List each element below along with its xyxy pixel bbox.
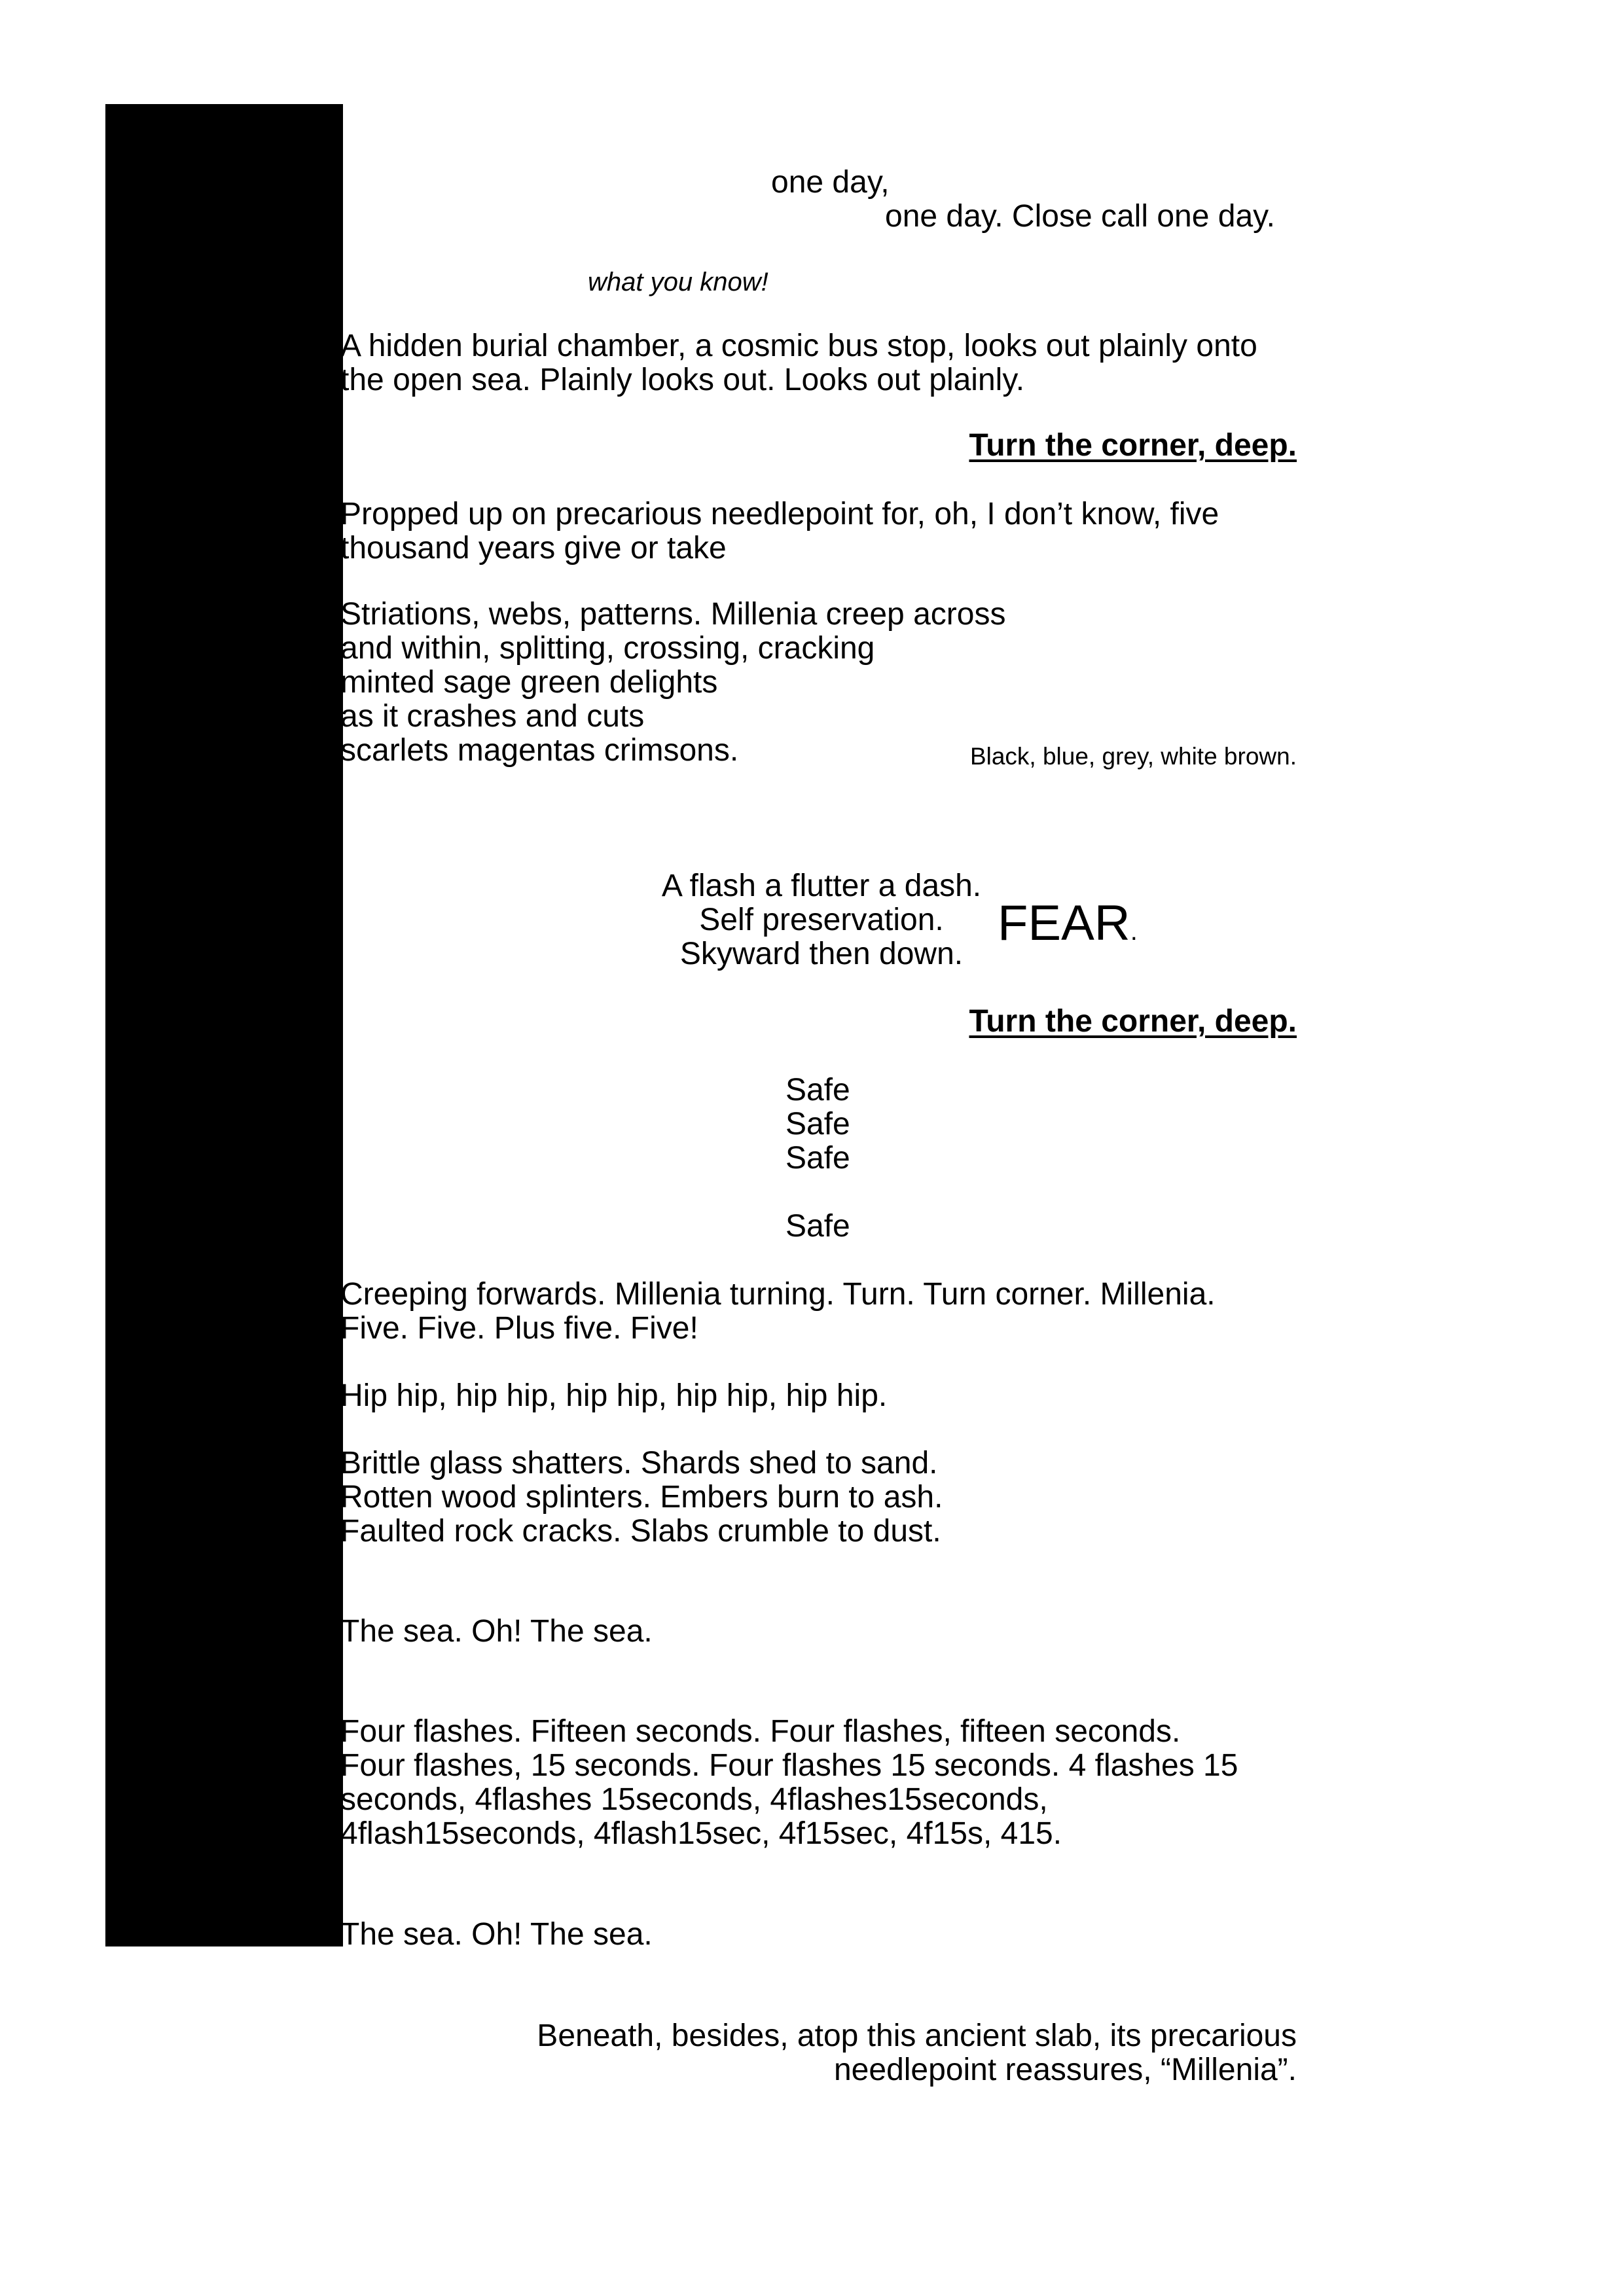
stanza-line: 4flash15seconds, 4flash15sec, 4f15sec, 4f15s, 415. <box>340 1816 1062 1851</box>
stanza-line: A hidden burial chamber, a cosmic bus stop, looks out plainly onto <box>340 329 1257 363</box>
safe-line: Safe <box>785 1107 850 1141</box>
fear-dot: . <box>1130 917 1138 946</box>
sea-line-1: The sea. Oh! The sea. <box>340 1614 653 1649</box>
sea-line-2: The sea. Oh! The sea. <box>340 1917 653 1952</box>
stanza-line: Skyward then down. <box>679 937 964 971</box>
safe-line: Safe <box>785 1141 850 1175</box>
stanza-brittle <box>340 1446 943 1549</box>
black-margin-bar <box>105 104 343 1946</box>
stanza-line: scarlets magentas crimsons. <box>340 733 739 768</box>
stanza-line: Self preservation. <box>699 903 944 937</box>
stanza-line: minted sage green delights <box>340 665 718 700</box>
stanza-line: as it crashes and cuts <box>340 699 645 734</box>
colors-aside: Black, blue, grey, white brown. <box>969 743 1297 770</box>
heading-turn-corner-1: Turn the corner, deep. <box>969 428 1297 463</box>
stanza-line: Creeping forwards. Millenia turning. Turn. Turn corner. Millenia. <box>340 1277 1216 1312</box>
stanza-flashes <box>340 1715 1238 1851</box>
stanza-flash <box>638 869 1005 971</box>
hip-line: Hip hip, hip hip, hip hip, hip hip, hip hip. <box>340 1378 888 1413</box>
fear-text: FEAR <box>998 895 1130 951</box>
fear-word <box>998 897 1138 950</box>
stanza-closing <box>537 2019 1297 2087</box>
opening-line-1: one day, <box>771 165 890 200</box>
stanza-line: Striations, webs, patterns. Millenia creep across <box>340 597 1006 632</box>
stanza-line: Four flashes. Fifteen seconds. Four flashes, fifteen seconds. <box>340 1714 1181 1749</box>
stanza-line: seconds, 4flashes 15seconds, 4flashes15seconds, <box>340 1782 1048 1817</box>
stanza-line: the open sea. Plainly looks out. Looks out plainly. <box>340 363 1025 397</box>
stanza-line: thousand years give or take <box>340 531 727 565</box>
stanza-line: needlepoint reassures, “Millenia”. <box>833 2053 1297 2087</box>
stanza-line: A flash a flutter a dash. <box>661 869 982 903</box>
safe-line-final: Safe <box>785 1209 850 1244</box>
stanza-line: Five. Five. Plus five. Five! <box>340 1311 698 1346</box>
stanza-line: Beneath, besides, atop this ancient slab, its precarious <box>537 2018 1297 2053</box>
stanza-line: Propped up on precarious needlepoint for, oh, I don’t know, five <box>340 497 1219 531</box>
stanza-line: and within, splitting, crossing, cracking <box>340 631 875 666</box>
stanza-line: Faulted rock cracks. Slabs crumble to dust. <box>340 1514 941 1549</box>
stanza-striations <box>340 598 1005 768</box>
stanza-propped <box>340 497 1219 565</box>
stanza-line: Four flashes, 15 seconds. Four flashes 15 seconds. 4 flashes 15 <box>340 1748 1238 1783</box>
safe-block <box>785 1073 850 1175</box>
aside-what-you-know: what you know! <box>588 268 768 296</box>
stanza-line: Rotten wood splinters. Embers burn to ash. <box>340 1480 943 1515</box>
opening-line-2: one day. Close call one day. <box>885 199 1275 234</box>
safe-line: Safe <box>785 1073 850 1107</box>
stanza-creeping <box>340 1278 1216 1346</box>
heading-turn-corner-2: Turn the corner, deep. <box>969 1004 1297 1039</box>
stanza-burial <box>340 329 1257 397</box>
stanza-line: Brittle glass shatters. Shards shed to sand. <box>340 1446 938 1480</box>
